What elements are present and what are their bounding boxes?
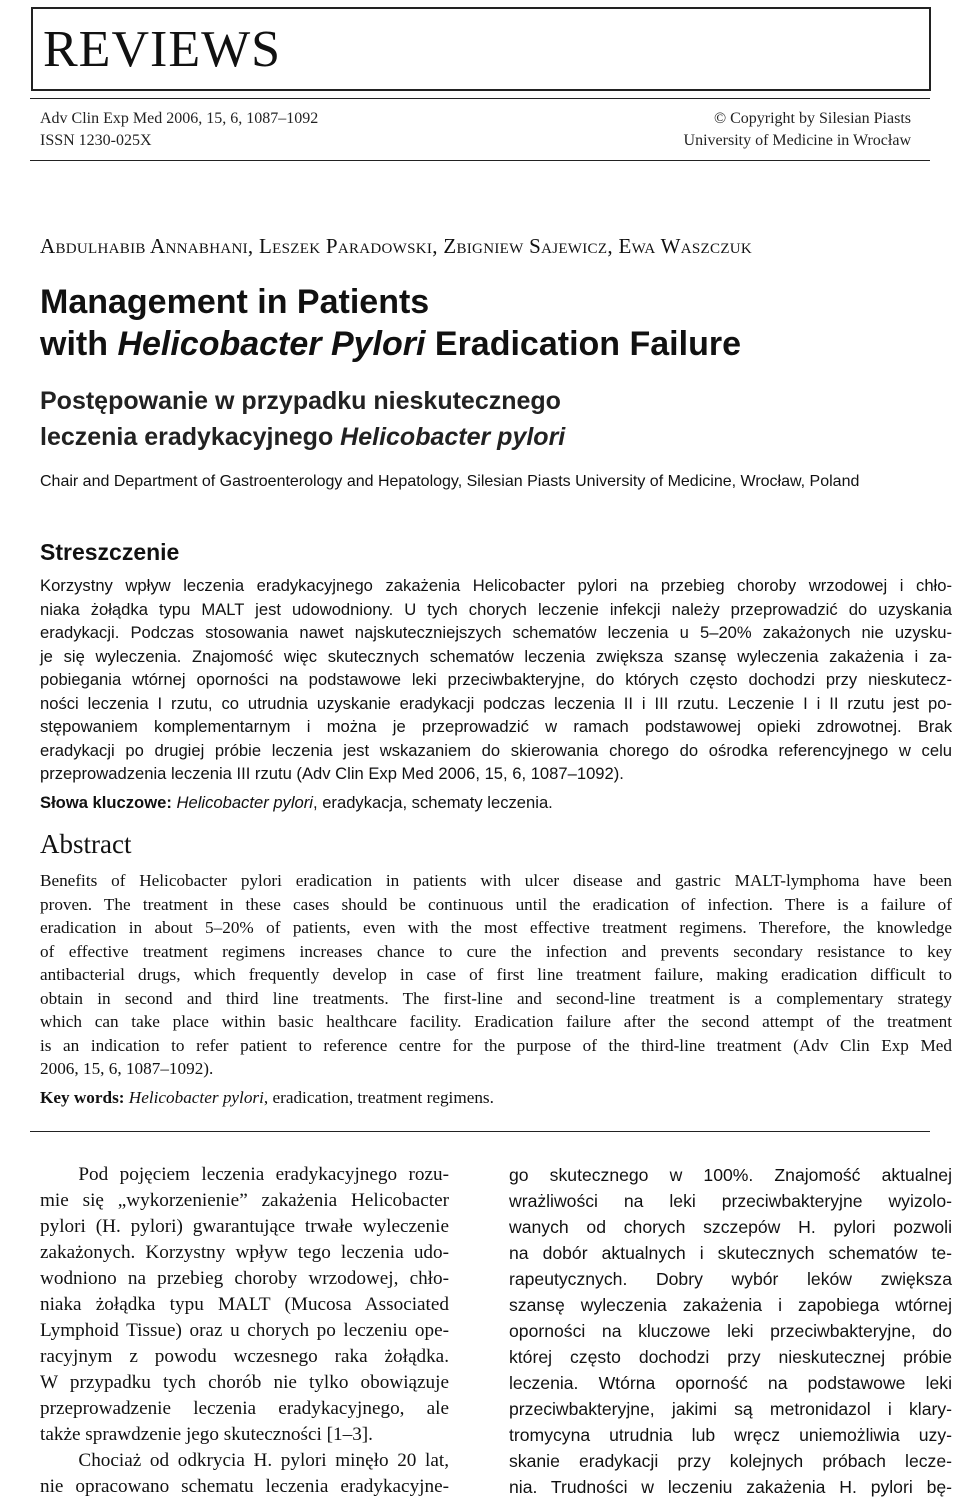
section-header-box <box>31 7 931 91</box>
text-line: obtain in second and third line treatments. The first-line and second-line treatment is a complementary strategy <box>40 988 952 1008</box>
streszczenie-text <box>40 574 952 786</box>
text-line: eradication in about 5–20% of patients, even with the most effective treatment regimens. Therefore, the knowledge <box>40 918 952 937</box>
text-line: zakażonych. Korzystny wpływ tego leczenia udo- <box>40 1242 449 1263</box>
text-line: Lymphoid Tissue) oraz u chorych po leczeniu ope- <box>40 1320 449 1341</box>
copyright-line-1: © Copyright by Silesian Piasts <box>713 110 911 127</box>
header-rule-top <box>30 98 930 99</box>
text-line: je się wyleczenia. Znajomość więc skutecznych schematów leczenia zwiększa szansę wyleczenia zakażenia i za- <box>40 646 952 666</box>
author-name: Leszek Paradowski <box>259 234 433 258</box>
body-separator-rule <box>30 1131 930 1132</box>
title-pl-line-1: Postępowanie w przypadku nieskutecznego <box>40 387 561 415</box>
author-name: Abdulhabib Annabhani <box>40 234 248 258</box>
header-rule-bottom <box>30 160 930 161</box>
text-line: Benefits of Helicobacter pylori eradication in patients with ulcer disease and gastric MALT-lymphoma have been <box>40 871 952 890</box>
text-line: go skutecznego w 100%. Znajomość aktualnej <box>509 1165 952 1185</box>
text-line: szansę wyleczenia zakażenia i zapobiega wtórnej <box>509 1295 952 1315</box>
keywords-label-en: Key words: <box>40 1088 125 1107</box>
text-line: nie opracowano schematu leczenia eradykacyjne- <box>40 1476 449 1497</box>
title-en-species: Helicobacter Pylori <box>117 325 426 363</box>
text-line: eradykacji po drugiej próbie leczenia jest wskazaniem do skierowania chorego do ośrodka referencyjnego w celu <box>40 740 952 760</box>
author-name: Zbigniew Sajewicz <box>443 234 608 258</box>
text-line: mie się „wykorzenienie” zakażenia Helicobacter <box>40 1190 449 1211</box>
streszczenie-heading: Streszczenie <box>40 539 180 565</box>
text-line: niaka żołądka typu MALT jest udowodniony. U tych chorych leczenie infekcji należy przeprowadzić do uzyskania <box>40 599 952 619</box>
abstract-text <box>40 869 952 1081</box>
text-line: przeciwbakteryjne, jakimi są metronidazol i klary- <box>509 1399 952 1419</box>
text-line: także sprawdzenie jego skuteczności [1–3]. <box>40 1424 373 1445</box>
text-line: racyjnym z powodu wczesnego raka żołądka. <box>40 1346 449 1367</box>
text-line: nia. Trudności w leczeniu zakażenia H. pylori bę- <box>509 1477 952 1497</box>
article-title-en <box>40 281 741 365</box>
text-line: wodniono na przebieg choroby wrzodowej, chło- <box>40 1268 449 1289</box>
text-line: wrażliwości na leki przeciwbakteryjne wyizolo- <box>509 1191 952 1211</box>
title-en-line-1: Management in Patients <box>40 283 430 321</box>
author-list: Abdulhabib Annabhani, Leszek Paradowski, Zbigniew Sajewicz, Ewa Waszczuk <box>40 234 753 258</box>
text-line: of effective treatment regimens increases chance to cure the infection and prevents secondary resistance to key <box>40 941 952 961</box>
text-line: 2006, 15, 6, 1087–1092). <box>40 1059 214 1078</box>
text-line: ności leczenia I rzutu, co utrudnia uzyskanie eradykacji podczas leczenia II i III rzutu. Leczenie I i II rzutu jest po- <box>40 693 952 713</box>
text-line: tromycyna utrudnia lub wręcz uniemożliwia uzy- <box>509 1425 952 1445</box>
title-pl-species: Helicobacter pylori <box>340 423 566 451</box>
text-line: which can take place within basic healthcare facility. Eradication failure after the second attempt of the treatment <box>40 1012 952 1031</box>
text-line: stępowaniem komplementarnym i można je przeprowadzić w ramach podstawowej opieki zdrowotnej. Brak <box>40 717 952 736</box>
text-line: wanych od chorych szczepów H. pylori pozwoli <box>509 1217 952 1237</box>
text-line: przeprowadzenie leczenia eradykacyjnego, ale <box>40 1398 449 1419</box>
text-line: skanie eradykacji przy kolejnych próbach lecze- <box>509 1451 952 1471</box>
journal-meta <box>40 108 318 152</box>
text-line: pobiegania wtórnej oporności na podstawowe leki przeciwbakteryjne, do których często dochodzi przy nieskutecz- <box>40 670 952 689</box>
text-line: przeprowadzenia leczenia III rzutu (Adv Clin Exp Med 2006, 15, 6, 1087–1092). <box>40 764 624 783</box>
text-line: której często dochodzi przy nieskutecznej próbie <box>509 1347 952 1367</box>
title-pl-line-2: leczenia eradykacyjnego Helicobacter pylori <box>40 423 566 451</box>
text-line: rapeutycznych. Dobry wybór leków zwiększa <box>509 1269 952 1289</box>
text-line: pylori (H. pylori) gwarantujące trwałe wyleczenie <box>40 1216 449 1237</box>
text-line: eradykacji. Podczas stosowania nawet najskuteczniejszych schematów leczenia u 5–20% zakażonych nie uzysku- <box>40 623 952 642</box>
affiliation: Chair and Department of Gastroenterology and Hepatology, Silesian Piasts University of Medicine, Wrocław, Poland <box>40 473 860 490</box>
copyright-line-2: University of Medicine in Wrocław <box>683 132 911 149</box>
text-line: oporności na kluczowe leki przeciwbakteryjne, do <box>509 1321 952 1341</box>
article-title-pl <box>40 383 565 455</box>
journal-citation: Adv Clin Exp Med 2006, 15, 6, 1087–1092 <box>40 110 319 127</box>
copyright-notice <box>684 108 911 152</box>
body-column-left <box>40 1162 449 1500</box>
journal-issn: ISSN 1230-025X <box>40 132 152 149</box>
abstract-heading: Abstract <box>40 829 132 859</box>
title-en-line-2: with Helicobacter Pylori Eradication Failure <box>40 325 741 363</box>
abstract-keywords: Key words: Helicobacter pylori, eradication, treatment regimens. <box>40 1088 494 1107</box>
text-line: leczenia. Wtórna oporność na podstawowe leki <box>509 1373 952 1393</box>
section-title: REVIEWS <box>43 21 282 78</box>
keywords-label-pl: Słowa kluczowe: <box>40 793 172 812</box>
text-line: antibacterial drugs, which frequently develop in case of first line treatment failure, making eradication difficult to <box>40 965 952 984</box>
text-line: niaka żołądka typu MALT (Mucosa Associated <box>40 1294 449 1315</box>
text-line: Pod pojęciem leczenia eradykacyjnego rozu- <box>78 1164 449 1185</box>
text-line: Chociaż od odkrycia H. pylori minęło 20 lat, <box>78 1450 449 1471</box>
body-column-right <box>509 1162 952 1500</box>
streszczenie-keywords: Słowa kluczowe: Helicobacter pylori, eradykacja, schematy leczenia. <box>40 793 553 812</box>
text-line: na dobór aktualnych i skutecznych schematów te- <box>509 1243 952 1263</box>
author-name: Ewa Waszczuk <box>618 234 753 258</box>
text-line: Korzystny wpływ leczenia eradykacyjnego zakażenia Helicobacter pylori na przebieg choroby wrzodowej i chło- <box>40 576 952 595</box>
text-line: proven. The treatment in these cases should be continuous until the eradication of infection. There is a failure of <box>40 894 952 914</box>
text-line: is an indication to refer patient to reference centre for the purpose of the third-line treatment (Adv Clin Exp Med <box>40 1035 952 1055</box>
text-line: W przypadku tych chorób nie tylko obowiązuje <box>40 1372 449 1393</box>
